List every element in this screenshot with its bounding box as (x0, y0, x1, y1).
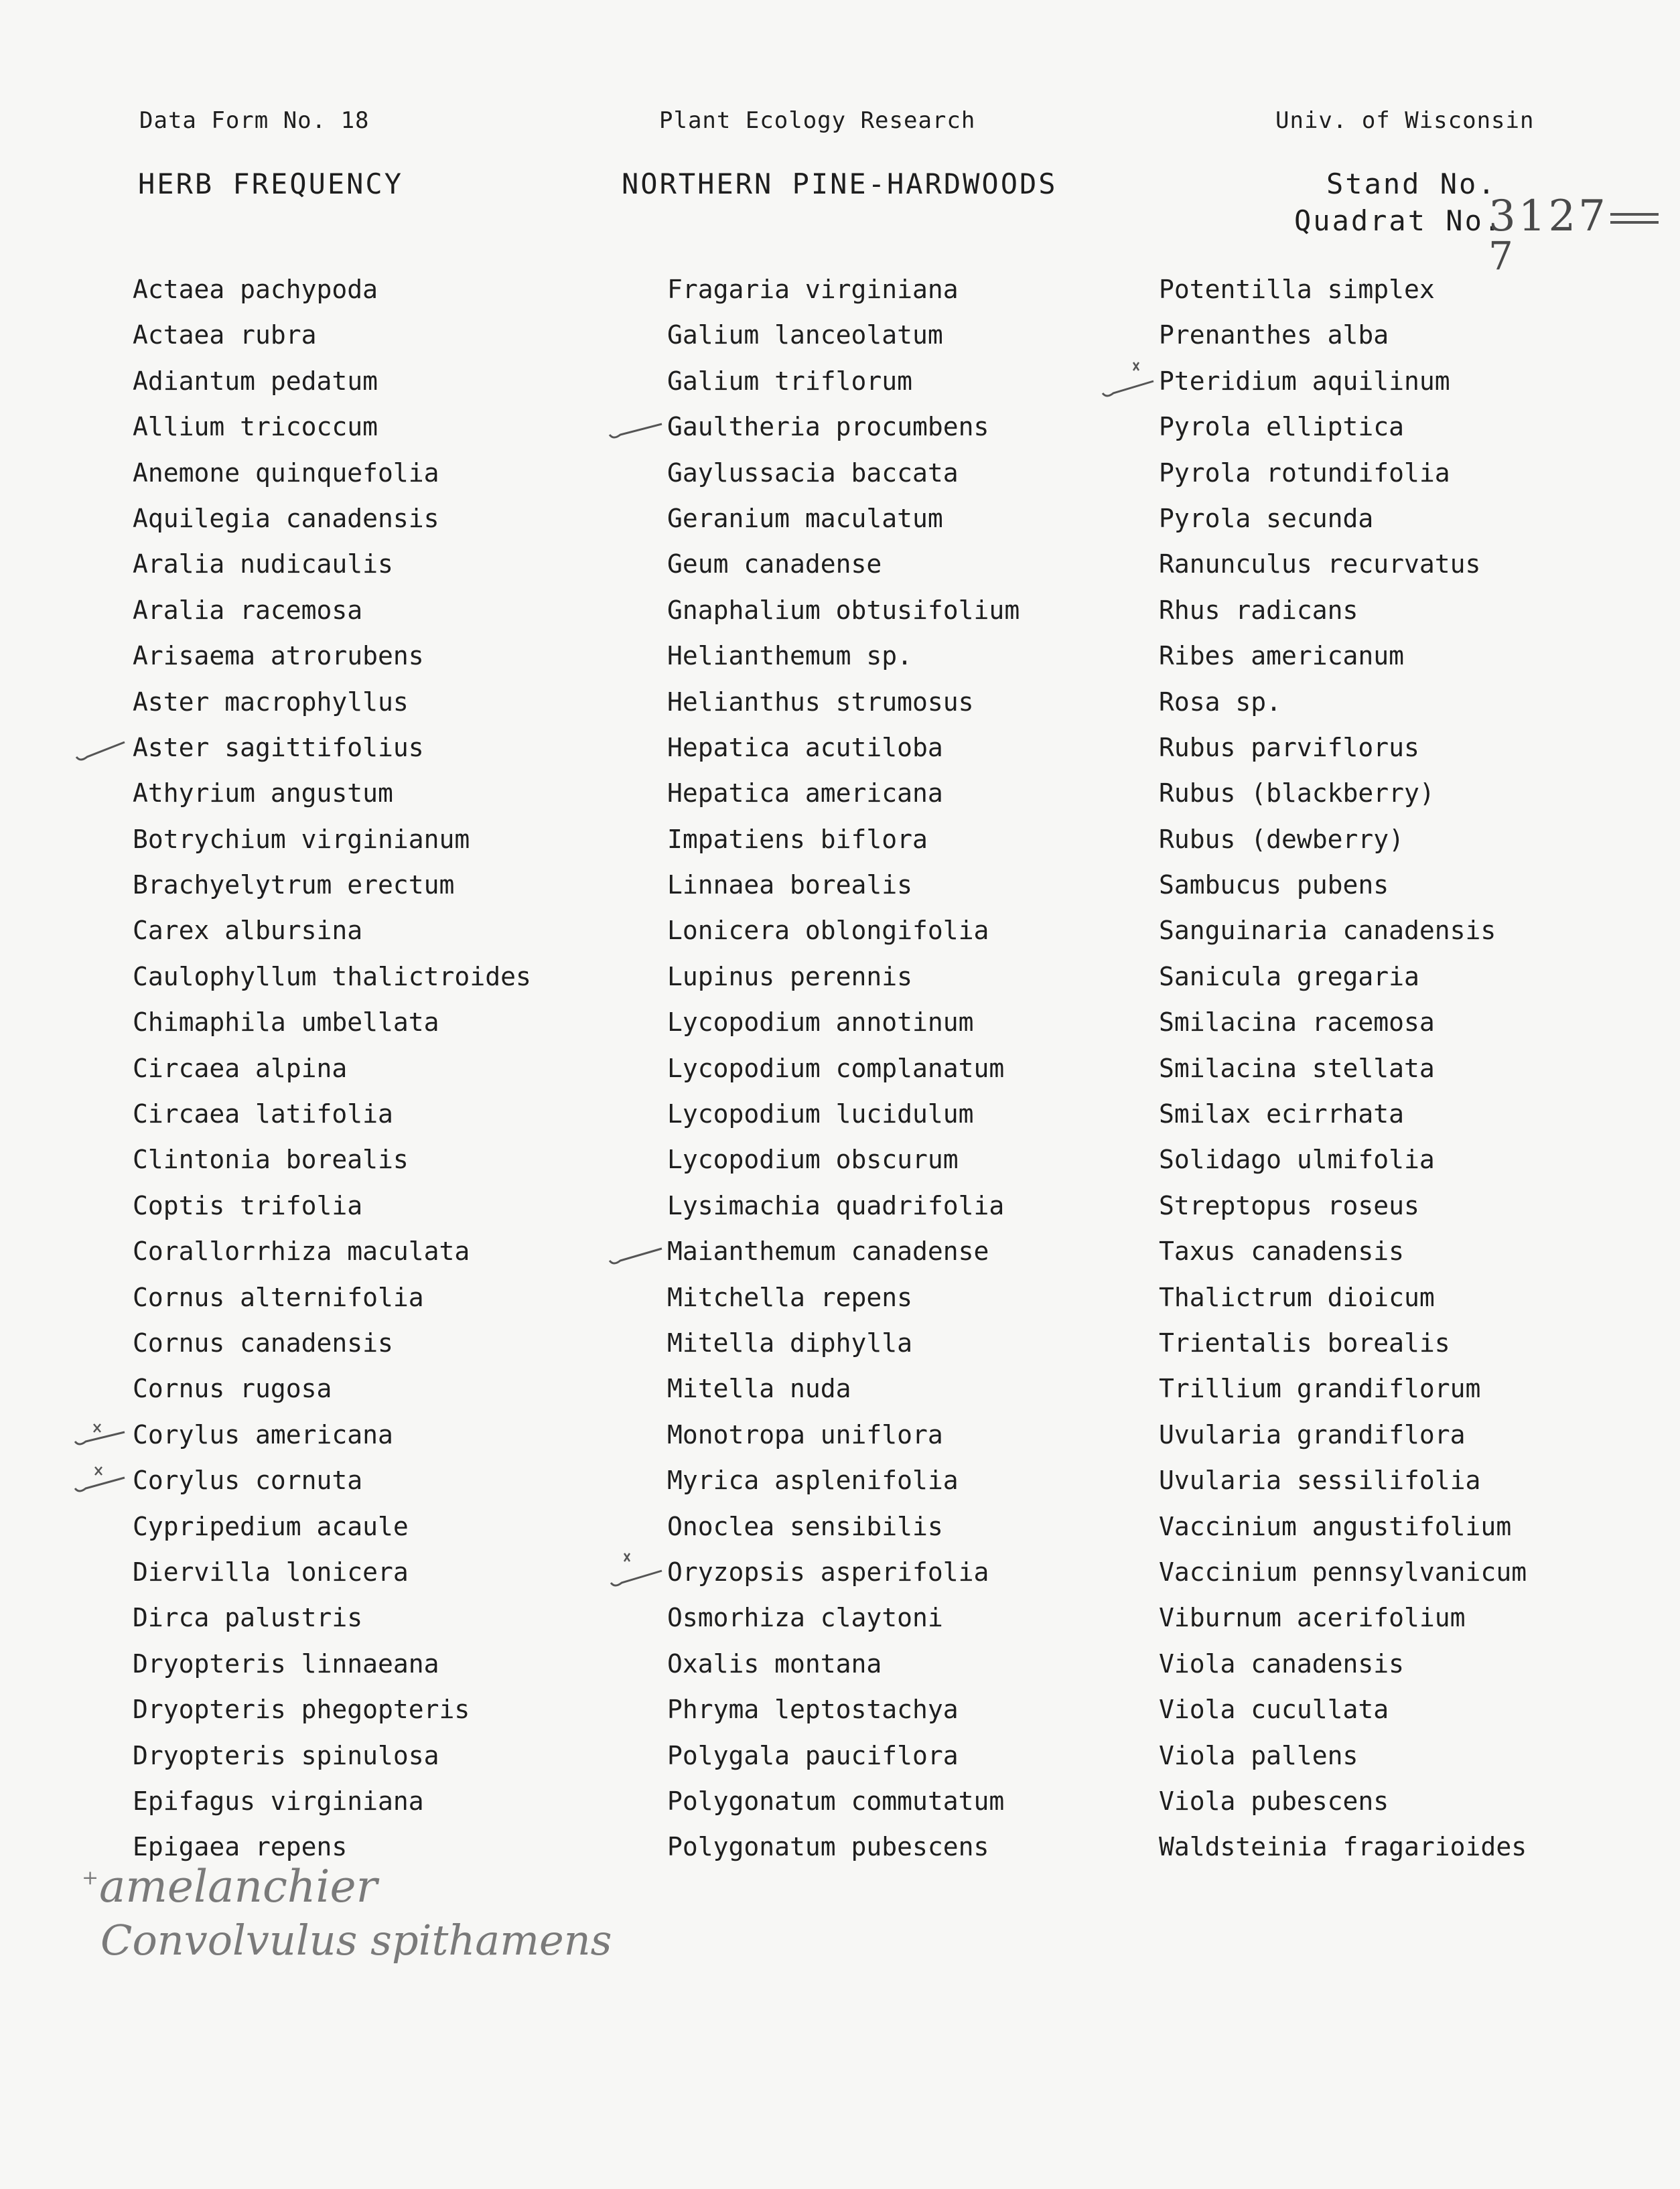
list-item: Onoclea sensibilis (667, 1511, 943, 1541)
list-item: Phryma leptostachya (667, 1695, 959, 1725)
list-item: Galium lanceolatum (667, 320, 943, 350)
list-item: Uvularia sessilifolia (1159, 1466, 1481, 1496)
list-item: Brachyelytrum erectum (133, 870, 455, 900)
list-item: Potentilla simplex (1159, 275, 1435, 304)
species-name: Aster sagittifolius (133, 732, 424, 762)
list-item (133, 725, 531, 770)
list-item (1159, 358, 1527, 404)
list-item: Linnaea borealis (667, 870, 913, 900)
species-column-1 (133, 267, 531, 1870)
list-item: Mitella nuda (667, 1374, 851, 1404)
list-item: Ribes americanum (1159, 641, 1405, 671)
list-item: Oxalis montana (667, 1648, 882, 1679)
list-item: Circaea alpina (133, 1053, 348, 1083)
list-item: Viola pubescens (1159, 1786, 1389, 1816)
list-item: Actaea pachypoda (133, 275, 378, 304)
list-item (667, 404, 1020, 449)
list-item: Viburnum acerifolium (1159, 1603, 1466, 1633)
checkmark-icon (71, 725, 129, 770)
species-name: Corylus cornuta (133, 1466, 363, 1496)
list-item: Vaccinium angustifolium (1159, 1511, 1512, 1541)
list-item: Adiantum pedatum (133, 366, 378, 396)
list-item: Dryopteris spinulosa (133, 1740, 439, 1770)
list-item: Rubus parviflorus (1159, 732, 1419, 762)
community-type: NORTHERN PINE-HARDWOODS (622, 167, 1058, 200)
list-item: Cornus rugosa (133, 1374, 332, 1404)
list-item: Viola cucullata (1159, 1695, 1389, 1725)
handwritten-addition-2: Convolvulus spithamens (100, 1916, 612, 1965)
checkmark-x-icon (1097, 358, 1155, 404)
list-item: Epigaea repens (133, 1832, 348, 1862)
list-item: Sanguinaria canadensis (1159, 916, 1496, 946)
quadrat-number-handwritten: 7 (1488, 233, 1513, 279)
list-item: Polygonatum commutatum (667, 1786, 1005, 1816)
list-item: Gnaphalium obtusifolium (667, 595, 1020, 625)
species-name: Pteridium aquilinum (1159, 366, 1450, 396)
stand-number-handwritten: 3127 (1488, 192, 1608, 241)
list-item: Aquilegia canadensis (133, 503, 439, 533)
list-item: Lycopodium complanatum (667, 1053, 1005, 1083)
list-item: Lycopodium lucidulum (667, 1099, 974, 1129)
list-item: Ranunculus recurvatus (1159, 549, 1481, 579)
species-name: Oryzopsis asperifolia (667, 1557, 989, 1587)
list-item: Lysimachia quadrifolia (667, 1190, 1005, 1220)
quadrat-label: Quadrat No. (1294, 204, 1503, 237)
checkmark-x-icon (71, 1458, 129, 1503)
list-item: Sambucus pubens (1159, 870, 1389, 900)
species-column-3 (1159, 267, 1527, 1870)
list-item: Cypripedium acaule (133, 1511, 409, 1541)
list-item: Mitchella repens (667, 1282, 913, 1312)
list-item: Clintonia borealis (133, 1145, 409, 1175)
handwritten-addition-1: amelanchier (99, 1861, 378, 1912)
list-item: Rubus (blackberry) (1159, 778, 1435, 808)
list-item: Fragaria virginiana (667, 275, 959, 304)
list-item (667, 1549, 1020, 1595)
stand-label: Stand No. (1326, 167, 1497, 200)
list-item: Corallorrhiza maculata (133, 1237, 470, 1267)
list-item: Circaea latifolia (133, 1099, 393, 1129)
list-item: Lupinus perennis (667, 961, 913, 991)
list-item: Solidago ulmifolia (1159, 1145, 1435, 1175)
list-item: Rosa sp. (1159, 687, 1282, 717)
list-item: Dryopteris linnaeana (133, 1648, 439, 1679)
list-item: Uvularia grandiflora (1159, 1419, 1466, 1450)
list-item: Lycopodium obscurum (667, 1145, 959, 1175)
list-item: Helianthus strumosus (667, 687, 974, 717)
list-item: Caulophyllum thalictroides (133, 961, 531, 991)
list-item: Polygonatum pubescens (667, 1832, 989, 1862)
checkmark-x-icon (71, 1412, 129, 1458)
list-item (133, 1412, 531, 1458)
list-item: Galium triflorum (667, 366, 913, 396)
list-item: Diervilla lonicera (133, 1557, 409, 1587)
list-item: Viola pallens (1159, 1740, 1358, 1770)
list-item: Streptopus roseus (1159, 1190, 1419, 1220)
stand-number-dashes (1610, 213, 1659, 224)
species-name: Maianthemum canadense (667, 1237, 989, 1267)
handwritten-cross-mark: + (82, 1866, 99, 1890)
checkmark-icon (606, 404, 663, 449)
species-name: Corylus americana (133, 1419, 393, 1450)
list-item (133, 1458, 531, 1503)
list-item: Helianthemum sp. (667, 641, 913, 671)
list-item: Smilacina stellata (1159, 1053, 1435, 1083)
list-item: Botrychium virginianum (133, 824, 470, 854)
list-item: Smilax ecirrhata (1159, 1099, 1405, 1129)
list-item: Geum canadense (667, 549, 882, 579)
list-item: Actaea rubra (133, 320, 317, 350)
list-item: Monotropa uniflora (667, 1419, 943, 1450)
project-name: Plant Ecology Research (659, 107, 976, 134)
list-item: Smilacina racemosa (1159, 1007, 1435, 1038)
list-item: Chimaphila umbellata (133, 1007, 439, 1038)
list-item: Hepatica acutiloba (667, 732, 943, 762)
institution: Univ. of Wisconsin (1275, 107, 1535, 134)
list-item: Arisaema atrorubens (133, 641, 424, 671)
list-item: Dirca palustris (133, 1603, 363, 1633)
list-item: Epifagus virginiana (133, 1786, 424, 1816)
list-item: Aralia nudicaulis (133, 549, 393, 579)
list-item: Hepatica americana (667, 778, 943, 808)
list-item: Dryopteris phegopteris (133, 1695, 470, 1725)
form-title: HERB FREQUENCY (138, 167, 404, 200)
list-item: Impatiens biflora (667, 824, 928, 854)
list-item: Aster macrophyllus (133, 687, 409, 717)
species-name: Gaultheria procumbens (667, 412, 989, 442)
list-item: Vaccinium pennsylvanicum (1159, 1557, 1527, 1587)
list-item: Lonicera oblongifolia (667, 916, 989, 946)
list-item: Geranium maculatum (667, 503, 943, 533)
list-item: Rubus (dewberry) (1159, 824, 1405, 854)
list-item: Coptis trifolia (133, 1190, 363, 1220)
species-column-2 (667, 267, 1020, 1870)
list-item: Cornus canadensis (133, 1328, 393, 1358)
list-item: Osmorhiza claytoni (667, 1603, 943, 1633)
list-item: Myrica asplenifolia (667, 1466, 959, 1496)
list-item: Taxus canadensis (1159, 1237, 1405, 1267)
list-item: Waldsteinia fragarioides (1159, 1832, 1527, 1862)
checkmark-x-icon (606, 1549, 663, 1595)
list-item: Pyrola elliptica (1159, 412, 1405, 442)
list-item: Polygala pauciflora (667, 1740, 959, 1770)
list-item (667, 1228, 1020, 1274)
form-number: Data Form No. 18 (139, 107, 370, 134)
list-item: Lycopodium annotinum (667, 1007, 974, 1038)
list-item: Mitella diphylla (667, 1328, 913, 1358)
list-item: Cornus alternifolia (133, 1282, 424, 1312)
list-item: Pyrola secunda (1159, 503, 1374, 533)
list-item: Trientalis borealis (1159, 1328, 1450, 1358)
list-item: Gaylussacia baccata (667, 457, 959, 488)
list-item: Prenanthes alba (1159, 320, 1389, 350)
checkmark-icon (606, 1228, 663, 1274)
list-item: Athyrium angustum (133, 778, 393, 808)
list-item: Aralia racemosa (133, 595, 363, 625)
list-item: Allium tricoccum (133, 412, 378, 442)
list-item: Rhus radicans (1159, 595, 1358, 625)
list-item: Trillium grandiflorum (1159, 1374, 1481, 1404)
list-item: Pyrola rotundifolia (1159, 457, 1450, 488)
list-item: Sanicula gregaria (1159, 961, 1419, 991)
list-item: Thalictrum dioicum (1159, 1282, 1435, 1312)
list-item: Viola canadensis (1159, 1648, 1405, 1679)
list-item: Anemone quinquefolia (133, 457, 439, 488)
list-item: Carex albursina (133, 916, 363, 946)
